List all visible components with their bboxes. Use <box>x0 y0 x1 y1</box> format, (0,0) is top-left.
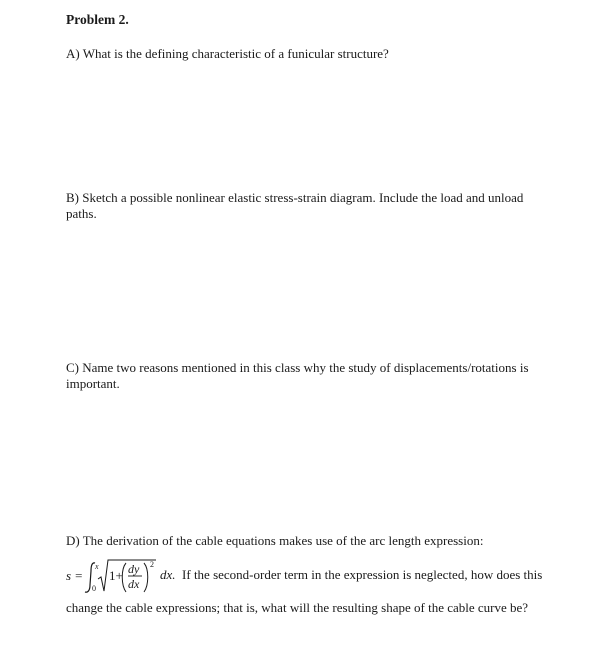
question-d-continuation: change the cable expressions; that is, what will the resulting shape of the cable curve be? <box>66 600 529 615</box>
formula-exponent: 2 <box>150 560 154 569</box>
question-d-followup: If the second-order term in the expression is neglected, how does this <box>182 567 543 582</box>
arc-length-formula-line <box>66 557 566 597</box>
formula-denominator: dx <box>128 577 140 591</box>
formula-lhs: s = <box>66 568 84 583</box>
question-c: C) Name two reasons mentioned in this class why the study of displacements/rotations is important. <box>66 360 529 391</box>
right-paren <box>144 563 148 592</box>
arc-length-formula <box>66 557 158 597</box>
formula-followup-line <box>160 567 542 583</box>
formula-one-plus: 1+ <box>109 568 123 583</box>
question-d-intro: D) The derivation of the cable equations makes use of the arc length expression: <box>66 533 484 548</box>
formula-lower-limit: 0 <box>92 584 96 593</box>
formula-numerator: dy <box>128 562 140 576</box>
question-b: B) Sketch a possible nonlinear elastic stress-strain diagram. Include the load and unload paths. <box>66 190 524 221</box>
question-a: A) What is the defining characteristic of a funicular structure? <box>66 46 389 61</box>
formula-differential: dx. <box>160 567 176 582</box>
problem-title: Problem 2. <box>66 12 129 27</box>
formula-upper-limit: x <box>95 562 99 571</box>
